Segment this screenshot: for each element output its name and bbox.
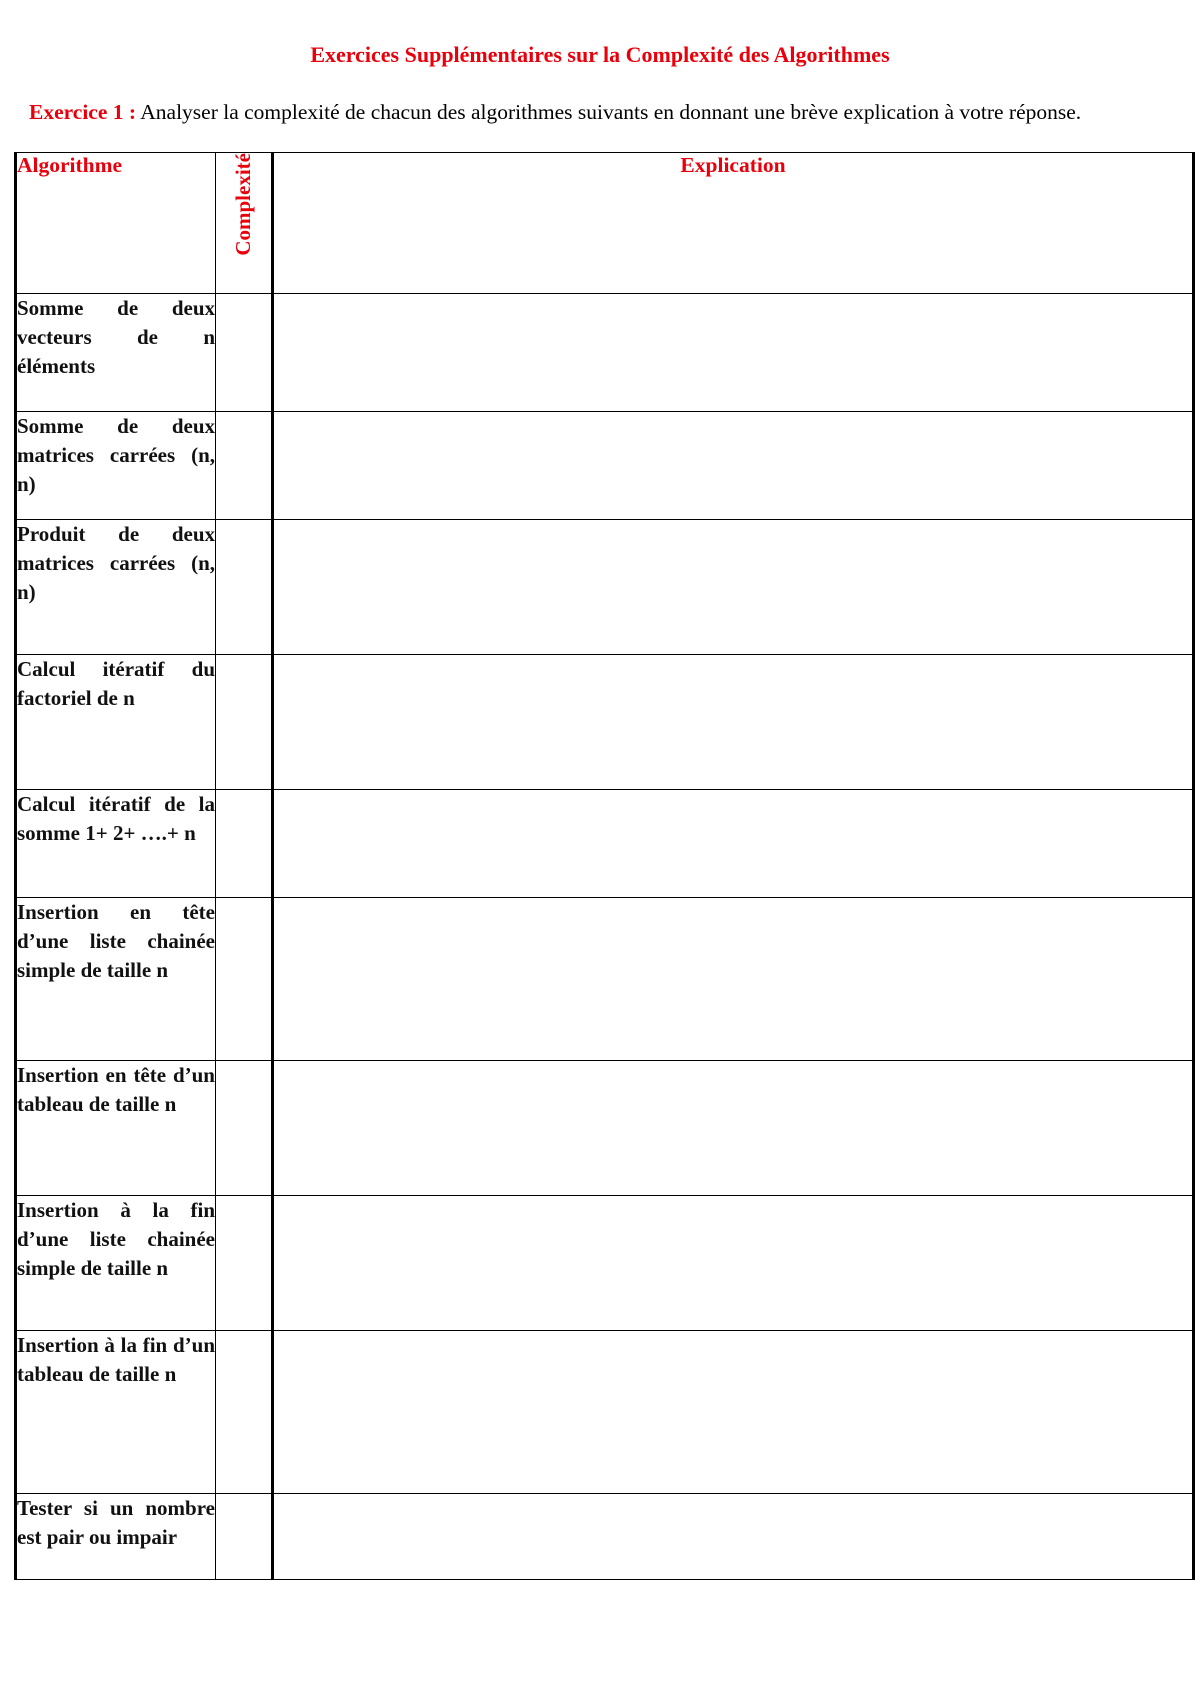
algorithm-cell: Somme de deux matrices carrées (n, n): [16, 412, 216, 520]
complexity-cell[interactable]: [216, 790, 273, 898]
algorithm-cell: Insertion en tête d’un tableau de taille n: [16, 1061, 216, 1196]
complexity-cell[interactable]: [216, 1494, 273, 1580]
complexity-cell[interactable]: [216, 898, 273, 1061]
algorithm-cell: Tester si un nombre est pair ou impair: [16, 1494, 216, 1580]
table-row: [16, 1494, 1194, 1580]
complexity-cell[interactable]: [216, 294, 273, 412]
table-row: [16, 1331, 1194, 1494]
explanation-cell[interactable]: [273, 1061, 1194, 1196]
algorithm-cell: Produit de deux matrices carrées (n, n): [16, 520, 216, 655]
table-row: [16, 520, 1194, 655]
algorithm-cell: Somme de deux vecteurs de n éléments: [16, 294, 216, 412]
explanation-cell[interactable]: [273, 1196, 1194, 1331]
complexity-cell[interactable]: [216, 412, 273, 520]
explanation-cell[interactable]: [273, 412, 1194, 520]
header-algorithm: Algorithme: [16, 153, 216, 294]
table-row: [16, 655, 1194, 790]
algorithm-cell: Insertion en tête d’une liste chainée simple de taille n: [16, 898, 216, 1061]
table-row: [16, 412, 1194, 520]
table-row: [16, 898, 1194, 1061]
exercise-text: Analyser la complexité de chacun des algorithmes suivants en donnant une brève explication à votre réponse.: [136, 100, 1082, 124]
algorithm-cell: Calcul itératif du factoriel de n: [16, 655, 216, 790]
exercise-label: Exercice 1 :: [29, 100, 137, 124]
exercise-instructions: [29, 97, 1179, 127]
table-row: [16, 294, 1194, 412]
explanation-cell[interactable]: [273, 520, 1194, 655]
page-title: Exercices Supplémentaires sur la Complexité des Algorithmes: [310, 42, 890, 67]
complexity-table: [14, 152, 1195, 1580]
explanation-cell[interactable]: [273, 655, 1194, 790]
explanation-cell[interactable]: [273, 1494, 1194, 1580]
table-row: [16, 790, 1194, 898]
complexity-cell[interactable]: [216, 655, 273, 790]
algorithm-cell: Calcul itératif de la somme 1+ 2+ ….+ n: [16, 790, 216, 898]
header-complexity: [216, 153, 273, 294]
complexity-cell[interactable]: [216, 1331, 273, 1494]
explanation-cell[interactable]: [273, 790, 1194, 898]
complexity-cell[interactable]: [216, 1061, 273, 1196]
explanation-cell[interactable]: [273, 294, 1194, 412]
header-complexity-label: Complexité: [231, 153, 255, 256]
algorithm-cell: Insertion à la fin d’un tableau de taille n: [16, 1331, 216, 1494]
table-header-row: [16, 153, 1194, 294]
explanation-cell[interactable]: [273, 898, 1194, 1061]
table-row: [16, 1061, 1194, 1196]
header-explanation: Explication: [273, 153, 1194, 294]
table-row: [16, 1196, 1194, 1331]
explanation-cell[interactable]: [273, 1331, 1194, 1494]
complexity-cell[interactable]: [216, 520, 273, 655]
algorithm-cell: Insertion à la fin d’une liste chainée simple de taille n: [16, 1196, 216, 1331]
complexity-cell[interactable]: [216, 1196, 273, 1331]
